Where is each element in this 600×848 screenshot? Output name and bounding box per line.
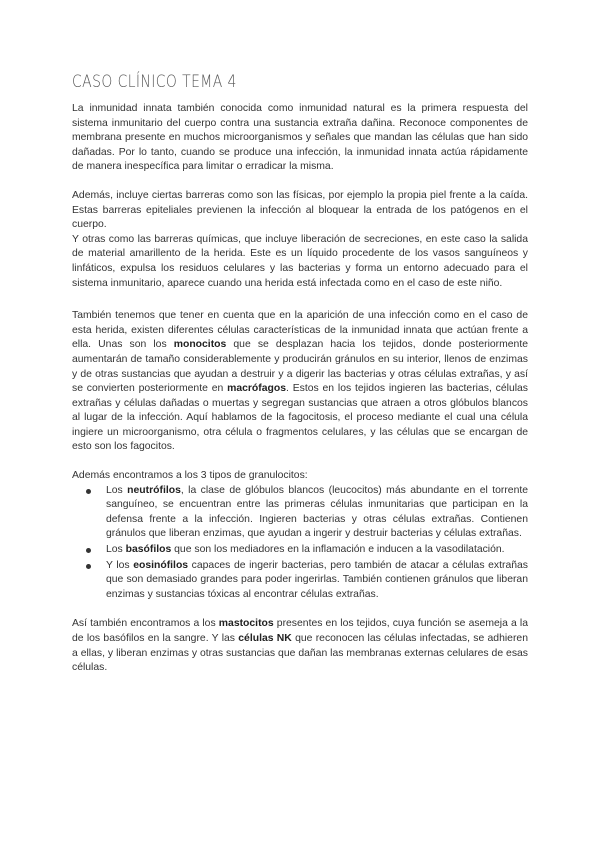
list-item [106,559,528,603]
paragraph-mastocitos-nk [72,617,528,675]
document-title: CASO CLÍNICO TEMA 4 [72,72,237,92]
term-monocitos: monocitos [173,339,227,351]
list-item [106,484,528,542]
text-run: Los [106,484,128,496]
text-run: Así también encontramos a los [72,618,219,630]
text-run: capaces de ingerir bacterias, pero también de atacar a células extrañas que son demasiado grandes para poder ingerirlas. También contienen gránulos que liberan enzimas y sustancias tóxicas al encontrar células extrañas. [106,559,528,600]
term-basofilos: basófilos [125,544,172,556]
text-run: presentes en los tejidos, cuya función se asemeja a la de los basófilos en la sangre. Y las [72,618,528,644]
term-neutrofilos: neutrófilos [127,484,181,496]
document-page [72,72,528,676]
text-run: Los [106,544,126,556]
text-run: que son los mediadores en la inflamación e inducen a la vasodilatación. [171,544,505,556]
list-item [106,543,528,558]
text-run: que se desplazan hacia los tejidos, donde posteriormente aumentarán de tamaño considerablemente y producirán gránulos en su interior, llenos de enzimas y de otras sustancias que ayudan a destruir y a digerir las bacterias y otras células extrañas, y así se convierten posteriormente en [72,339,528,395]
paragraph-cells [72,309,528,455]
text-run: También tenemos que tener en cuenta que en la aparición de una infección como en el caso de esta herida, existen diferentes células características de la inmunidad innata que actúan frente a ella. Unas son los [72,310,528,351]
paragraph-granulocytes-intro: Además encontramos a los 3 tipos de granulocitos: [72,470,308,482]
bullet-icon [86,548,91,553]
term-macrofagos: macrófagos [227,383,286,395]
paragraph-chemical-barriers: Y otras como las barreras químicas, que incluye liberación de secreciones, en este caso la salida de material amarillento de la herida. Este es un líquido procedente de los vasos sanguíneos y linfáticos, expulsa los residuos celulares y las bacterias y forma un entorno adecuado para el sistema inmunitario, aparece cuando una herida está infectada como en el caso de este niño. [72,233,528,289]
term-mastocitos: mastocitos [218,618,274,630]
bullet-icon [86,489,91,494]
text-run: . Estos en los tejidos ingieren las bacterias, células extrañas y células dañadas o muertas y segregan sustancias que atraen a otros glóbulos blancos al lugar de la infección. Aquí hablamos de la fagocitosis, el proceso mediante el cual una célula ingiere un microorganismo, otra célula o fragmentos celulares, y las células que se encargan de esto son los fagocitos. [72,383,528,453]
paragraph-physical-barriers: Además, incluye ciertas barreras como son las físicas, por ejemplo la propia piel frente a la caída. Estas barreras epiteliales previenen la infección al bloquear la entrada de los patógenos en el cuerpo. [72,189,528,231]
text-run: , la clase de glóbulos blancos (leucocitos) más abundante en el torrente sanguíneo, se encuentran entre las primeras células inmunitarias que participan en la defensa frente a la infección. Ingieren bacterias y otras células extrañas. Contienen gránulos que liberan enzimas, que ayudan a ingerir y destruir bacterias y células extrañas. [106,484,529,540]
term-eosinofilos: eosinófilos [133,559,189,571]
term-celulas-nk: células NK [238,633,292,644]
granulocytes-list [72,484,528,603]
bullet-icon [86,564,91,569]
text-run: Y los [106,559,134,571]
paragraph-innate-immunity: La inmunidad innata también conocida como inmunidad natural es la primera respuesta del sistema inmunitario del cuerpo contra una sustancia extraña dañina. Reconoce componentes de membrana presente en muchos microorganismos y señales que mandan las células que han sido dañadas. Por lo tanto, cuando se produce una infección, la inmunidad innata actúa rápidamente de manera inespecífica para limitar o erradicar la misma. [72,103,528,173]
text-run: que reconocen las células infectadas, se adhieren a ellas, y liberan enzimas y otras sustancias que dañan las membranas externas celulares de esas células. [72,633,528,674]
